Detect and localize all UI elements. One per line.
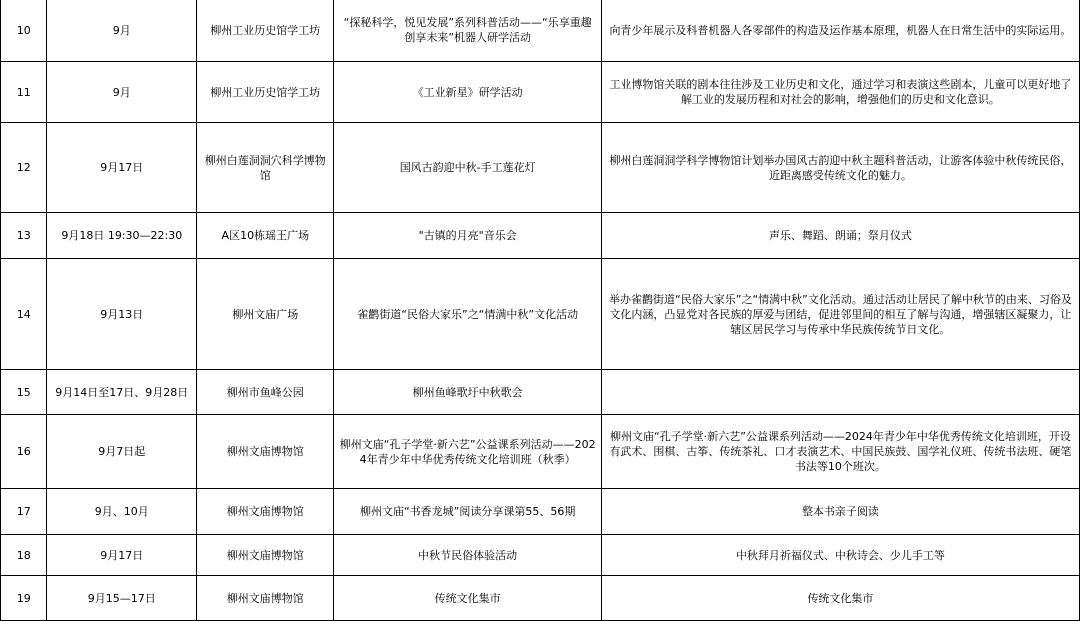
event-venue: 柳州白莲洞洞穴科学博物馆 (197, 123, 334, 213)
event-venue: 柳州文庙广场 (197, 259, 334, 370)
table-row (1, 370, 1080, 415)
event-venue: 柳州文庙博物馆 (197, 576, 334, 621)
row-number: 16 (1, 415, 47, 489)
event-description: 传统文化集市 (601, 576, 1079, 621)
event-venue: 柳州文庙博物馆 (197, 489, 334, 535)
row-number: 15 (1, 370, 47, 415)
event-name: “探秘科学，悦见发展”系列科普活动——“乐享重趣 创享未来”机器人研学活动 (334, 0, 601, 62)
event-date: 9月17日 (47, 535, 197, 576)
event-name: 柳州文庙“书香龙城”阅读分享课第55、56期 (334, 489, 601, 535)
row-number: 19 (1, 576, 47, 621)
event-venue: 柳州工业历史馆学工坊 (197, 0, 334, 62)
row-number: 12 (1, 123, 47, 213)
event-description: 整本书亲子阅读 (601, 489, 1079, 535)
event-venue: 柳州工业历史馆学工坊 (197, 62, 334, 123)
event-venue: 柳州文庙博物馆 (197, 535, 334, 576)
event-name: 《工业新星》研学活动 (334, 62, 601, 123)
event-venue: 柳州文庙博物馆 (197, 415, 334, 489)
event-description: 举办雀鹳街道“民俗大家乐”之“情满中秋”文化活动。通过活动让居民了解中秋节的由来、习俗及文化内涵，凸显党对各民族的厚爱与团结，促进邻里间的相互了解与沟通，增强辖区凝聚力，让辖区居民学习与传承中华民族传统节日文化。 (601, 259, 1079, 370)
event-description: 向青少年展示及科普机器人各零部件的构造及运作基本原理，机器人在日常生活中的实际运用。 (601, 0, 1079, 62)
event-description: 柳州白莲洞洞学科学博物馆计划举办国风古韵迎中秋主题科普活动，让游客体验中秋传统民俗，近距离感受传统文化的魅力。 (601, 123, 1079, 213)
event-date: 9月 (47, 0, 197, 62)
table-row (1, 213, 1080, 259)
row-number: 17 (1, 489, 47, 535)
table-row (1, 489, 1080, 535)
event-description: 工业博物馆关联的剧本往往涉及工业历史和文化，通过学习和表演这些剧本，儿童可以更好地了解工业的发展历程和对社会的影响，增强他们的历史和文化意识。 (601, 62, 1079, 123)
row-number: 14 (1, 259, 47, 370)
event-name: 柳州鱼峰歌圩中秋歌会 (334, 370, 601, 415)
event-name: 雀鹳街道“民俗大家乐”之“情满中秋”文化活动 (334, 259, 601, 370)
event-date: 9月、10月 (47, 489, 197, 535)
event-date: 9月14日至17日、9月28日 (47, 370, 197, 415)
row-number: 11 (1, 62, 47, 123)
table-row (1, 535, 1080, 576)
event-name: 国风古韵迎中秋-手工莲花灯 (334, 123, 601, 213)
event-date: 9月 (47, 62, 197, 123)
event-description (601, 370, 1079, 415)
row-number: 10 (1, 0, 47, 62)
table-row (1, 576, 1080, 621)
event-name: 中秋节民俗体验活动 (334, 535, 601, 576)
event-venue: A区10栋瑶王广场 (197, 213, 334, 259)
event-name: "古镇的月亮"音乐会 (334, 213, 601, 259)
table-row (1, 259, 1080, 370)
table-row (1, 0, 1080, 62)
event-date: 9月18日 19:30—22:30 (47, 213, 197, 259)
event-description: 声乐、舞蹈、朗诵；祭月仪式 (601, 213, 1079, 259)
table-row (1, 415, 1080, 489)
table-row (1, 123, 1080, 213)
event-date: 9月17日 (47, 123, 197, 213)
event-venue: 柳州市鱼峰公园 (197, 370, 334, 415)
event-name: 传统文化集市 (334, 576, 601, 621)
event-description: 中秋拜月祈福仪式、中秋诗会、少儿手工等 (601, 535, 1079, 576)
row-number: 18 (1, 535, 47, 576)
event-date: 9月15—17日 (47, 576, 197, 621)
table-row (1, 62, 1080, 123)
event-date: 9月13日 (47, 259, 197, 370)
event-name: 柳州文庙“孔子学堂·新六艺”公益课系列活动——2024年青少年中华优秀传统文化培训班（秋季） (334, 415, 601, 489)
event-description: 柳州文庙“孔子学堂·新六艺”公益课系列活动——2024年青少年中华优秀传统文化培训班，开设有武术、围棋、古筝、传统茶礼、口才表演艺术、中国民族鼓、国学礼仪班、传统书法班、硬笔书法等10个班次。 (601, 415, 1079, 489)
event-date: 9月7日起 (47, 415, 197, 489)
row-number: 13 (1, 213, 47, 259)
